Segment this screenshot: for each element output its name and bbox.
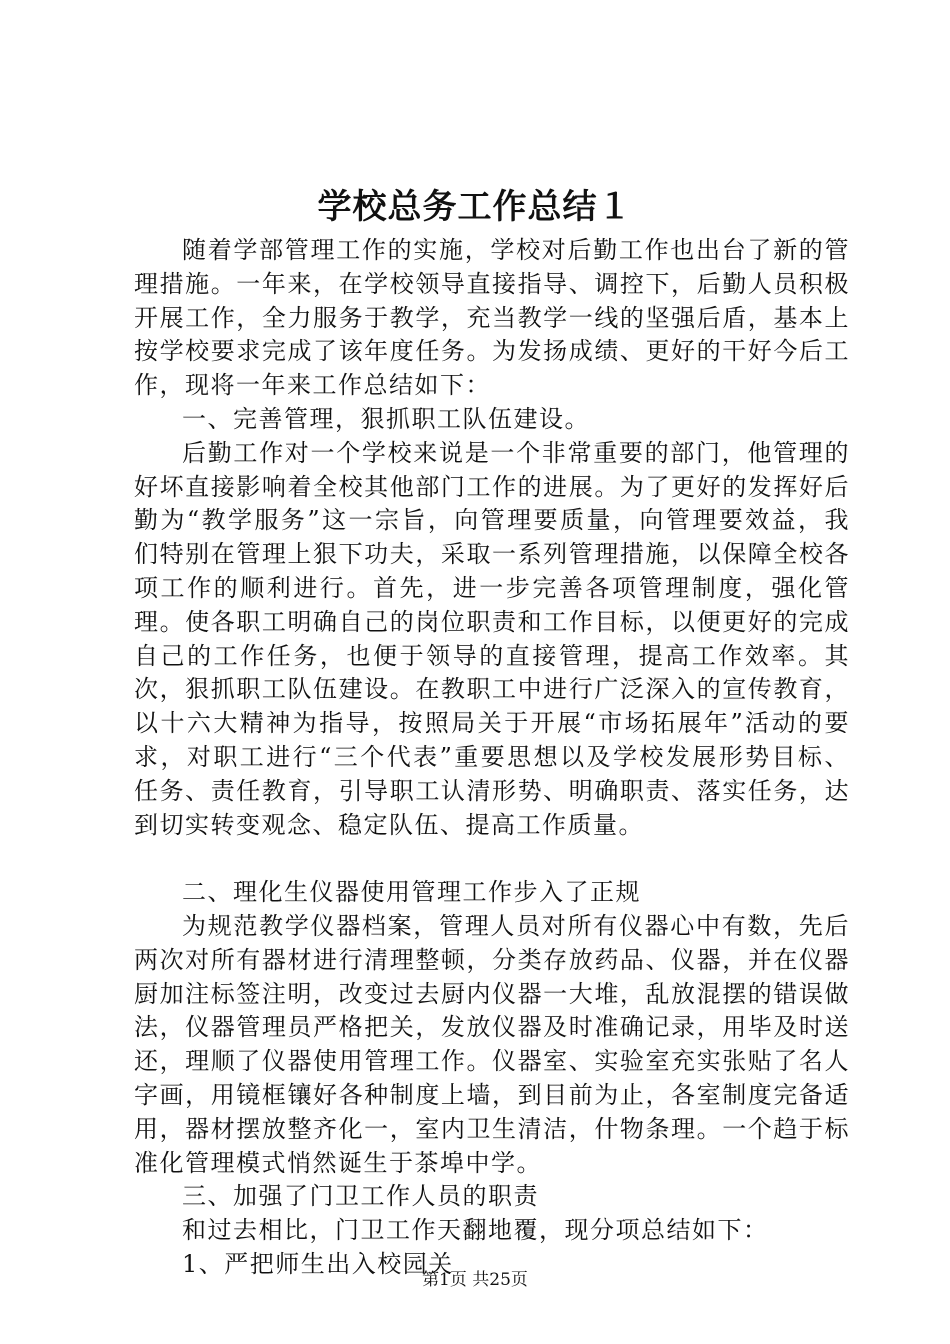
paragraph-section-3-intro: 和过去相比，门卫工作天翻地覆，现分项总结如下： <box>182 1216 769 1245</box>
section-heading-3: 三、加强了门卫工作人员的职责 <box>182 1182 539 1211</box>
paragraph-section-2: 为规范教学仪器档案，管理人员对所有仪器心中有数，先后两次对所有器材进行清理整顿，分类存放药品、仪器，并在仪器厨加注标签注明，改变过去厨内仪器一大堆，乱放混摆的错误做法，仪器管理员严格把关，发放仪器及时准确记录，用毕及时送还，理顺了仪器使用管理工作。仪器室、实验室充实张贴了名人字画，用镜框镶好各种制度上墙，到目前为止，各室制度完备适用，器材摆放整齐化一，室内卫生清洁，什物条理。一个趋于标准化管理模式悄然诞生于茶埠中学。 <box>134 911 850 1177</box>
document-title: 学校总务工作总结１ <box>317 187 633 227</box>
paragraph-section-1: 后勤工作对一个学校来说是一个非常重要的部门，他管理的好坏直接影响着全校其他部门工作的进展。为了更好的发挥好后勤为“教学服务”这一宗旨，向管理要质量，向管理要效益，我们特别在管理上狠下功夫，采取一系列管理措施，以保障全校各项工作的顺利进行。首先，进一步完善各项管理制度，强化管理。使各职工明确自己的岗位职责和工作目标，以便更好的完成自己的工作任务，也便于领导的直接管理，提高工作效率。其次，狠抓职工队伍建设。在教职工中进行广泛深入的宣传教育，以十六大精神为指导，按照局关于开展“市场拓展年”活动的要求，对职工进行“三个代表”重要思想以及学校发展形势目标、任务、责任教育，引导职工认清形势、明确职责、落实任务，达到切实转变观念、稳定队伍、提高工作质量。 <box>134 438 850 839</box>
list-item-1: 1、严把师生出入校园关 <box>182 1249 454 1278</box>
paragraph-intro: 随着学部管理工作的实施，学校对后勤工作也出台了新的管理措施。一年来，在学校领导直接指导、调控下，后勤人员积极开展工作，全力服务于教学，充当教学一线的坚强后盾，基本上按学校要求完成了该年度任务。为发扬成绩、更好的干好今后工作，现将一年来工作总结如下： <box>134 236 850 400</box>
page-footer: 第1页 共25页 <box>422 1270 528 1290</box>
section-heading-1: 一、完善管理，狠抓职工队伍建设。 <box>182 404 590 433</box>
section-heading-2: 二、理化生仪器使用管理工作步入了正规 <box>182 878 641 907</box>
document-body <box>134 234 850 1282</box>
